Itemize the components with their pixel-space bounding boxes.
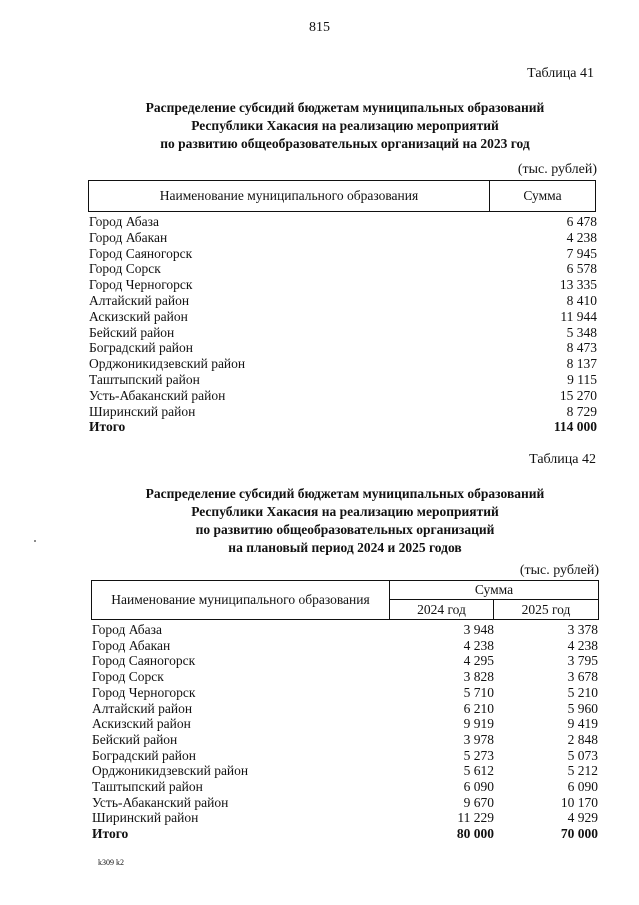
municipality-name: Ширинский район <box>89 403 196 419</box>
table-row <box>89 404 597 420</box>
page-number: 815 <box>309 20 330 35</box>
municipality-name: Итого <box>89 419 126 435</box>
amount-2025: 2 848 <box>567 731 598 747</box>
amount-2024: 5 710 <box>463 684 494 700</box>
table-row <box>92 748 598 764</box>
table-41-header <box>88 180 596 212</box>
title-line: на плановый период 2024 и 2025 годов <box>228 540 462 555</box>
amount-2025: 5 960 <box>567 700 598 716</box>
amount-2025: 10 170 <box>560 794 598 810</box>
amount-value: 8 473 <box>566 340 597 356</box>
municipality-name: Усть-Абаканский район <box>92 794 229 810</box>
amount-value: 7 945 <box>566 245 597 261</box>
footer-code: k309 k2 <box>98 858 124 867</box>
table-row <box>92 716 598 732</box>
table-row <box>89 261 597 277</box>
total-row <box>92 826 598 842</box>
table-row <box>92 795 598 811</box>
amount-2024: 4 238 <box>463 637 494 653</box>
municipality-name: Город Сорск <box>89 261 161 277</box>
amount-2025: 5 210 <box>567 684 598 700</box>
municipality-name: Орджоникидзевский район <box>89 356 246 372</box>
municipality-name: Бейский район <box>89 324 175 340</box>
municipality-name: Бейский район <box>92 731 178 747</box>
amount-2024: 3 828 <box>463 669 494 685</box>
amount-value: 114 000 <box>553 419 597 435</box>
municipality-name: Город Саяногорск <box>92 653 196 669</box>
amount-2025: 3 795 <box>567 653 598 669</box>
table-42-label: Таблица 42 <box>529 452 596 467</box>
amount-2024: 9 919 <box>463 716 494 732</box>
table-row <box>89 372 597 388</box>
municipality-name: Боградский район <box>89 340 193 356</box>
amount-value: 8 410 <box>566 293 597 308</box>
municipality-name: Итого <box>92 826 129 842</box>
municipality-name: Город Черногорск <box>89 277 193 293</box>
amount-2025: 6 090 <box>567 779 598 794</box>
amount-2025: 5 212 <box>567 763 598 779</box>
column-header-2025: 2025 год <box>521 601 571 617</box>
table-row <box>89 388 597 404</box>
amount-value: 11 944 <box>560 308 597 324</box>
table-42-header <box>91 580 599 620</box>
amount-2024: 6 210 <box>463 700 494 716</box>
municipality-name: Город Абакан <box>92 637 171 653</box>
amount-2024: 5 273 <box>463 747 494 763</box>
table-row <box>92 732 598 748</box>
amount-value: 6 478 <box>566 214 597 229</box>
amount-2024: 11 229 <box>457 810 494 826</box>
municipality-name: Город Сорск <box>92 669 164 685</box>
table-row <box>92 763 598 779</box>
municipality-name: Таштыпский район <box>92 779 203 794</box>
municipality-name: Город Абаза <box>89 214 159 229</box>
municipality-name: Алтайский район <box>92 700 193 716</box>
municipality-name: Аскизский район <box>92 716 191 732</box>
table-row <box>92 810 598 826</box>
municipality-name: Аскизский район <box>89 308 188 324</box>
column-header-2024: 2024 год <box>390 600 494 619</box>
table-row <box>92 779 598 795</box>
table-row <box>92 669 598 685</box>
amount-value: 13 335 <box>559 277 597 293</box>
municipality-name: Ширинский район <box>92 810 199 826</box>
title-line: по развитию общеобразовательных организаций на 2023 год <box>160 136 530 151</box>
municipality-name: Город Черногорск <box>92 684 196 700</box>
municipality-name: Город Саяногорск <box>89 245 193 261</box>
table-42-unit: (тыс. рублей) <box>519 563 599 578</box>
total-row <box>89 419 597 435</box>
amount-2025: 3 678 <box>567 669 598 685</box>
municipality-name: Боградский район <box>92 747 196 763</box>
amount-2024: 9 670 <box>463 794 494 810</box>
table-row <box>89 293 597 309</box>
table-row <box>92 701 598 717</box>
amount-value: 15 270 <box>559 387 597 403</box>
column-header-name: Наименование муниципального образования <box>92 581 390 619</box>
amount-2024: 4 295 <box>463 653 494 669</box>
amount-value: 9 115 <box>567 372 597 387</box>
amount-2025: 70 000 <box>560 826 598 842</box>
title-line: по развитию общеобразовательных организаций <box>195 522 495 537</box>
table-42-title <box>0 485 639 557</box>
amount-2024: 3 978 <box>463 731 494 747</box>
column-header-sum: Сумма <box>390 581 598 600</box>
municipality-name: Усть-Абаканский район <box>89 387 226 403</box>
amount-value: 5 348 <box>566 324 597 340</box>
table-row <box>89 230 597 246</box>
table-41-title <box>0 99 639 153</box>
table-row <box>89 309 597 325</box>
table-row <box>89 356 597 372</box>
amount-2025: 9 419 <box>567 716 598 732</box>
table-row <box>92 653 598 669</box>
amount-2025: 3 378 <box>567 622 598 637</box>
municipality-name: Орджоникидзевский район <box>92 763 249 779</box>
table-row <box>89 214 597 230</box>
table-row <box>92 622 598 638</box>
amount-2025: 5 073 <box>567 747 598 763</box>
municipality-name: Город Абаза <box>92 622 162 637</box>
table-row <box>89 277 597 293</box>
amount-value: 8 137 <box>566 356 597 372</box>
amount-value: 8 729 <box>566 403 597 419</box>
amount-2024: 6 090 <box>463 779 494 794</box>
amount-2024: 5 612 <box>463 763 494 779</box>
title-line: Республики Хакасия на реализацию мероприятий <box>191 118 499 133</box>
title-line: Распределение субсидий бюджетам муниципальных образований <box>145 100 545 115</box>
title-line: Распределение субсидий бюджетам муниципальных образований <box>145 486 545 501</box>
table-row <box>89 325 597 341</box>
amount-2024: 80 000 <box>456 826 494 842</box>
scan-speck <box>34 540 36 542</box>
amount-value: 4 238 <box>566 229 597 245</box>
amount-value: 6 578 <box>566 261 597 277</box>
municipality-name: Город Абакан <box>89 229 168 245</box>
table-41-label: Таблица 41 <box>527 66 594 81</box>
amount-2025: 4 929 <box>567 810 598 826</box>
title-line: Республики Хакасия на реализацию мероприятий <box>191 504 499 519</box>
municipality-name: Алтайский район <box>89 293 190 308</box>
column-header-sum: Сумма <box>523 188 562 203</box>
table-row <box>92 638 598 654</box>
amount-2025: 4 238 <box>567 637 598 653</box>
table-row <box>92 685 598 701</box>
amount-2024: 3 948 <box>463 622 494 637</box>
municipality-name: Таштыпский район <box>89 372 200 387</box>
table-row <box>89 246 597 262</box>
table-41-unit: (тыс. рублей) <box>517 162 597 177</box>
column-header-name: Наименование муниципального образования <box>89 181 490 211</box>
table-row <box>89 340 597 356</box>
